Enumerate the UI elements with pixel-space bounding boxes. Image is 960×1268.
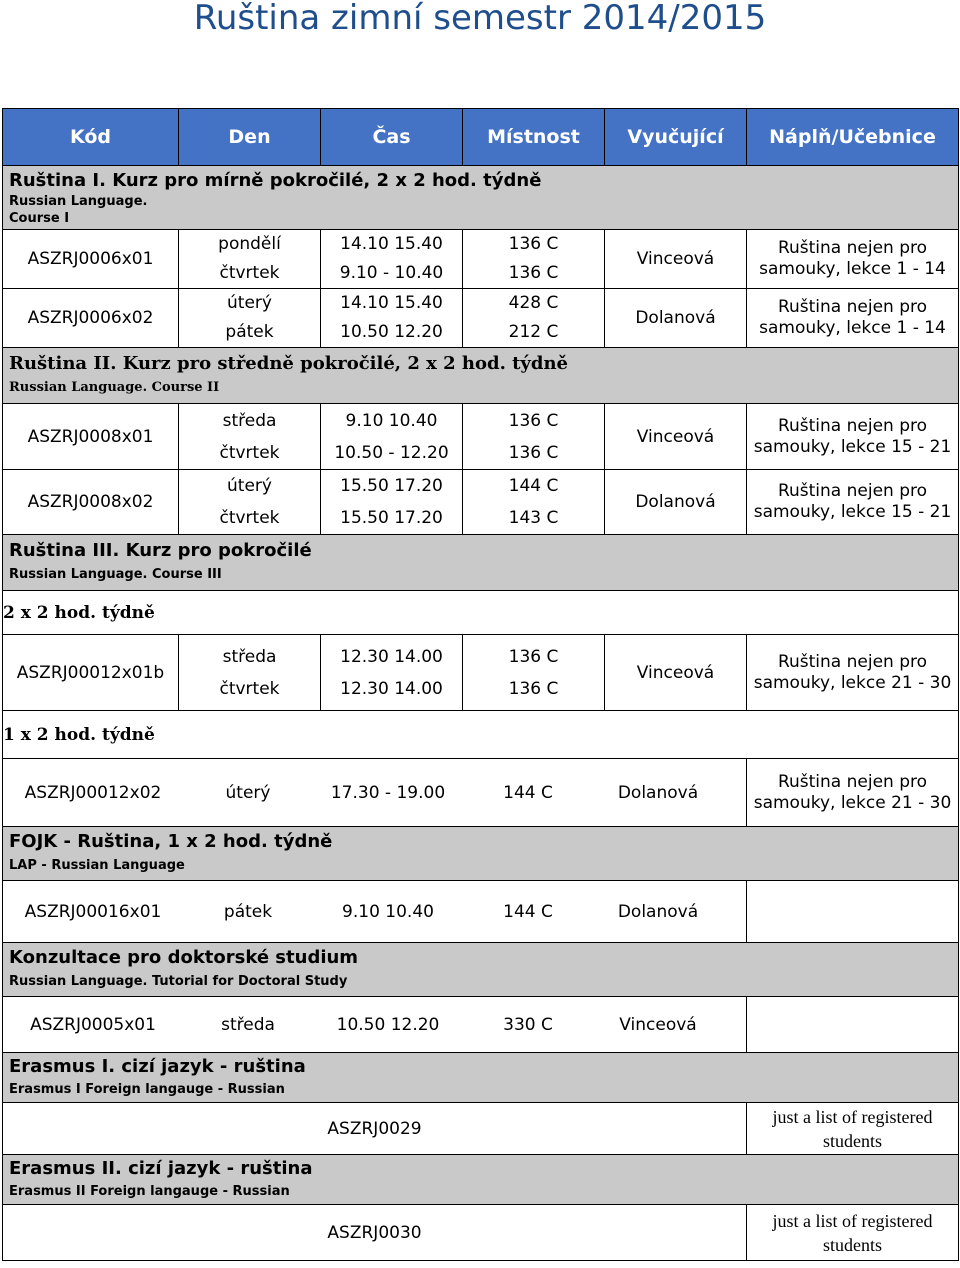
table-row: [3, 997, 959, 1053]
schedule-table: [2, 108, 959, 1261]
day: pondělí: [218, 234, 281, 254]
time: 9.10 10.40: [342, 901, 434, 922]
section-subtitle: Course I: [9, 210, 70, 226]
course-code: ASZRJ0008x02: [3, 470, 179, 535]
time: 9.10 10.40: [345, 410, 438, 431]
table-row: [3, 635, 959, 711]
day: středa: [221, 1014, 275, 1035]
table-row: [3, 759, 959, 827]
time: 15.50 17.20: [340, 476, 443, 496]
section-subtitle: LAP - Russian Language: [9, 857, 185, 873]
section-title: FOJK - Ruština, 1 x 2 hod. týdně: [9, 830, 333, 852]
day: středa: [222, 646, 277, 667]
teacher: Dolanová: [605, 470, 747, 535]
section-title: Ruština I. Kurz pro mírně pokročilé, 2 x 2 hod. týdně: [9, 169, 542, 191]
header-row: [3, 109, 959, 166]
day: středa: [222, 410, 277, 431]
time: 15.50 17.20: [340, 508, 443, 528]
room: 136 C: [508, 263, 559, 283]
header-teacher: Vyučující: [605, 109, 747, 166]
section-subtitle: Russian Language. Course II: [9, 379, 220, 395]
course-code: ASZRJ00016x01: [24, 901, 162, 922]
course-code: ASZRJ0030: [327, 1222, 422, 1243]
room: 136 C: [508, 442, 559, 463]
table-row: [3, 404, 959, 470]
section-subtitle: Russian Language. Tutorial for Doctoral Study: [9, 973, 348, 989]
course-code: ASZRJ0006x01: [3, 230, 179, 289]
page-title: Ruština zimní semestr 2014/2015: [193, 0, 767, 38]
table-row: [3, 881, 959, 943]
content: just a list of registered students: [747, 1205, 959, 1261]
subsection-title: 2 x 2 hod. týdně: [3, 591, 959, 635]
header-day: Den: [179, 109, 321, 166]
section-title: Erasmus I. cizí jazyk - ruština: [9, 1055, 306, 1077]
room: 136 C: [508, 646, 559, 667]
subsection-header: [3, 591, 959, 635]
day: úterý: [225, 782, 271, 803]
section-title: Ruština III. Kurz pro pokročilé: [9, 539, 312, 561]
table-row: [3, 470, 959, 535]
teacher: Vinceová: [605, 635, 747, 711]
section-header: [3, 166, 959, 230]
header-room: Místnost: [463, 109, 605, 166]
time: 10.50 12.20: [340, 322, 443, 342]
teacher: Vinceová: [605, 230, 747, 289]
section-header: [3, 535, 959, 591]
section-header: [3, 1053, 959, 1103]
table-row: [3, 1205, 959, 1261]
section-title: Konzultace pro doktorské studium: [9, 946, 359, 968]
section-header: [3, 827, 959, 881]
time: 10.50 - 12.20: [334, 442, 449, 463]
room: 136 C: [508, 410, 559, 431]
course-code: ASZRJ0005x01: [30, 1014, 156, 1035]
teacher: Vinceová: [619, 1014, 697, 1035]
day: čtvrtek: [219, 508, 280, 528]
teacher: Vinceová: [605, 404, 747, 470]
time: 12.30 14.00: [340, 646, 443, 667]
content: Ruština nejen pro samouky, lekce 1 - 14: [747, 289, 959, 348]
course-code: ASZRJ0008x01: [3, 404, 179, 470]
time: 14.10 15.40: [340, 293, 443, 313]
section-header: [3, 1155, 959, 1205]
teacher: Dolanová: [617, 901, 699, 922]
subsection-title: 1 x 2 hod. týdně: [3, 711, 959, 759]
section-subtitle: Erasmus I Foreign langauge - Russian: [9, 1081, 285, 1097]
teacher: Dolanová: [617, 782, 699, 803]
room: 144 C: [508, 476, 559, 496]
room: 144 C: [503, 782, 553, 803]
content: Ruština nejen pro samouky, lekce 15 - 21: [747, 404, 959, 470]
header-time: Čas: [321, 109, 463, 166]
course-code: ASZRJ00012x02: [24, 782, 162, 803]
section-subtitle: Russian Language.: [9, 193, 148, 209]
course-code: ASZRJ0029: [327, 1118, 422, 1139]
day: pátek: [225, 322, 274, 342]
section-header: [3, 943, 959, 997]
day: úterý: [227, 293, 272, 313]
time: 10.50 12.20: [336, 1014, 440, 1035]
section-title: Ruština II. Kurz pro středně pokročilé, 2 x 2 hod. týdně: [9, 352, 569, 374]
room: 136 C: [508, 678, 559, 699]
content: just a list of registered students: [747, 1103, 959, 1155]
table-row: [3, 230, 959, 289]
day: čtvrtek: [219, 263, 280, 283]
section-title: Erasmus II. cizí jazyk - ruština: [9, 1157, 313, 1179]
section-subtitle: Erasmus II Foreign langauge - Russian: [9, 1183, 290, 1199]
room: 136 C: [508, 234, 559, 254]
room: 143 C: [508, 508, 559, 528]
course-code: ASZRJ00012x01b: [3, 635, 179, 711]
time: 14.10 15.40: [340, 234, 443, 254]
day: čtvrtek: [219, 678, 280, 699]
content: Ruština nejen pro samouky, lekce 21 - 30: [747, 635, 959, 711]
content: Ruština nejen pro samouky, lekce 15 - 21: [747, 470, 959, 535]
section-header: [3, 348, 959, 404]
day: pátek: [223, 901, 273, 922]
header-code: Kód: [3, 109, 179, 166]
subsection-header: [3, 711, 959, 759]
day: čtvrtek: [219, 442, 280, 463]
time: 12.30 14.00: [340, 678, 443, 699]
room: 428 C: [508, 293, 559, 313]
course-code: ASZRJ0006x02: [3, 289, 179, 348]
room: 212 C: [508, 322, 559, 342]
time: 9.10 - 10.40: [339, 263, 444, 283]
time: 17.30 - 19.00: [330, 782, 446, 803]
table-row: [3, 289, 959, 348]
room: 144 C: [503, 901, 553, 922]
content: Ruština nejen pro samouky, lekce 21 - 30: [747, 759, 959, 827]
table-row: [3, 1103, 959, 1155]
section-subtitle: Russian Language. Course III: [9, 566, 222, 582]
room: 330 C: [503, 1014, 553, 1035]
header-content: Náplň/Učebnice: [747, 109, 959, 166]
teacher: Dolanová: [605, 289, 747, 348]
content: Ruština nejen pro samouky, lekce 1 - 14: [747, 230, 959, 289]
day: úterý: [227, 476, 272, 496]
